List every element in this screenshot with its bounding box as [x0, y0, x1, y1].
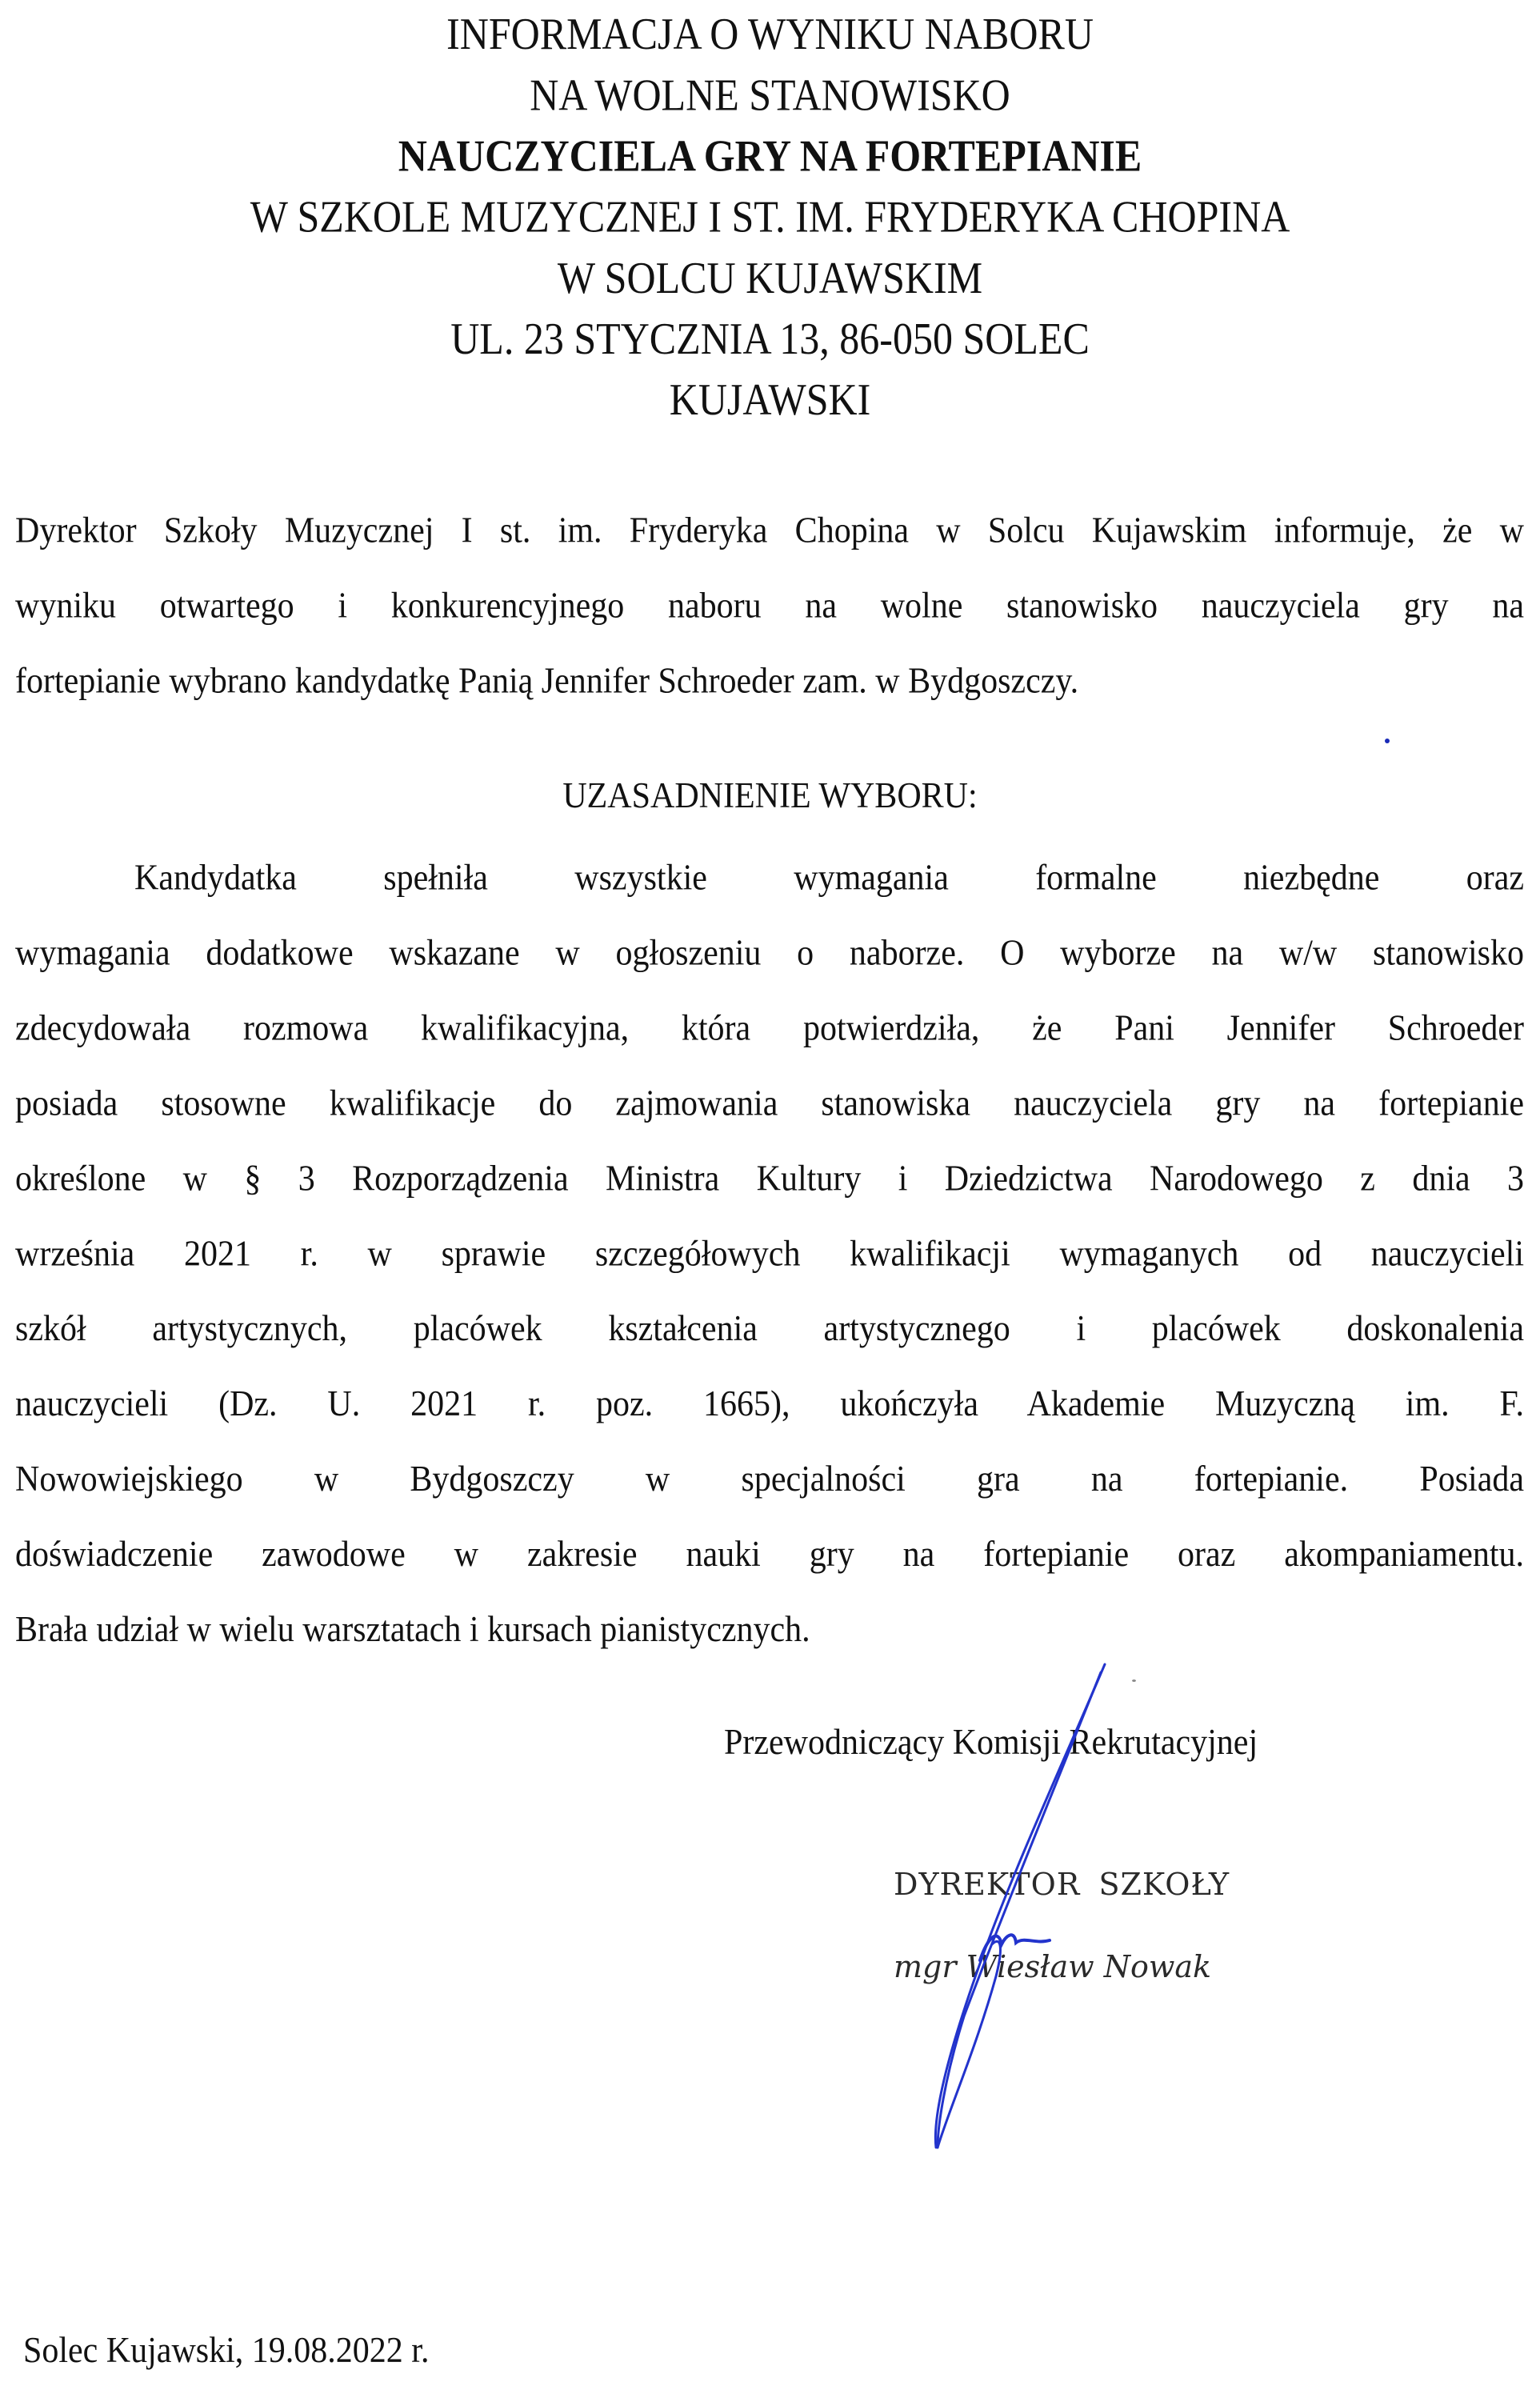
ink-speck-icon — [1385, 739, 1390, 743]
justification-line: określone w § 3 Rozporządzenia Ministra Kultury i Dziedzictwa Narodowego z dnia 3 — [15, 1159, 1524, 1199]
justification-line: posiada stosowne kwalifikacje do zajmowania stanowiska nauczyciela gry na fortepianie — [15, 1083, 1524, 1124]
header-school-city: W SOLCU KUJAWSKIM — [557, 252, 983, 303]
justification-line: zdecydowała rozmowa kwalifikacyjna, która potwierdziła, że Pani Jennifer Schroeder — [15, 1008, 1524, 1049]
header-address-line: UL. 23 STYCZNIA 13, 86-050 SOLEC — [450, 313, 1090, 364]
justification-line: września 2021 r. w sprawie szczegółowych kwalifikacji wymaganych od nauczycieli — [15, 1234, 1524, 1275]
justification-line: Kandydatka spełniła wszystkie wymagania formalne niezbędne oraz — [134, 858, 1524, 899]
justification-line: Brała udział w wielu warsztatach i kursach pianistycznych. — [15, 1610, 810, 1650]
header-job-title: NAUCZYCIELA GRY NA FORTEPIANIE — [398, 130, 1142, 181]
intro-line: Dyrektor Szkoły Muzycznej I st. im. Fryderyka Chopina w Solcu Kujawskim informuje, że w — [15, 510, 1524, 551]
intro-paragraph — [15, 494, 1524, 719]
header-address-city: KUJAWSKI — [669, 374, 871, 425]
committee-chair-label: Przewodniczący Komisji Rekrutacyjnej — [724, 1723, 1258, 1763]
justification-line: doświadczenie zawodowe w zakresie nauki gry na fortepianie oraz akompaniamentu. — [15, 1535, 1524, 1575]
intro-line: wyniku otwartego i konkurencyjnego naboru na wolne stanowisko nauczyciela gry na — [15, 586, 1524, 627]
ink-speck-icon — [1132, 1679, 1136, 1682]
header-position-line: NA WOLNE STANOWISKO — [530, 69, 1010, 120]
header-title-line: INFORMACJA O WYNIKU NABORU — [446, 8, 1094, 59]
director-stamp-name: mgr Wiesław Nowak — [894, 1949, 1212, 1984]
justification-line: nauczycieli (Dz. U. 2021 r. poz. 1665), ukończyła Akademie Muzyczną im. F. — [15, 1384, 1524, 1424]
justification-line: szkół artystycznych, placówek kształcenia artystycznego i placówek doskonalenia — [15, 1309, 1524, 1350]
place-and-date: Solec Kujawski, 19.08.2022 r. — [23, 2331, 430, 2371]
header-school-name: W SZKOLE MUZYCZNEJ I ST. IM. FRYDERYKA CHOPINA — [250, 191, 1290, 242]
document-header — [0, 3, 1540, 430]
justification-paragraph — [15, 841, 1524, 1668]
director-stamp-title: DYREKTOR SZKOŁY — [894, 1867, 1230, 1902]
justification-line: Nowowiejskiego w Bydgoszczy w specjalności gra na fortepianie. Posiada — [15, 1459, 1524, 1499]
intro-line: fortepianie wybrano kandydatkę Panią Jennifer Schroeder zam. w Bydgoszczy. — [15, 661, 1079, 702]
justification-line: wymagania dodatkowe wskazane w ogłoszeniu o naborze. O wyborze na w/w stanowisko — [15, 933, 1524, 974]
justification-heading: UZASADNIENIE WYBORU: — [562, 776, 978, 816]
